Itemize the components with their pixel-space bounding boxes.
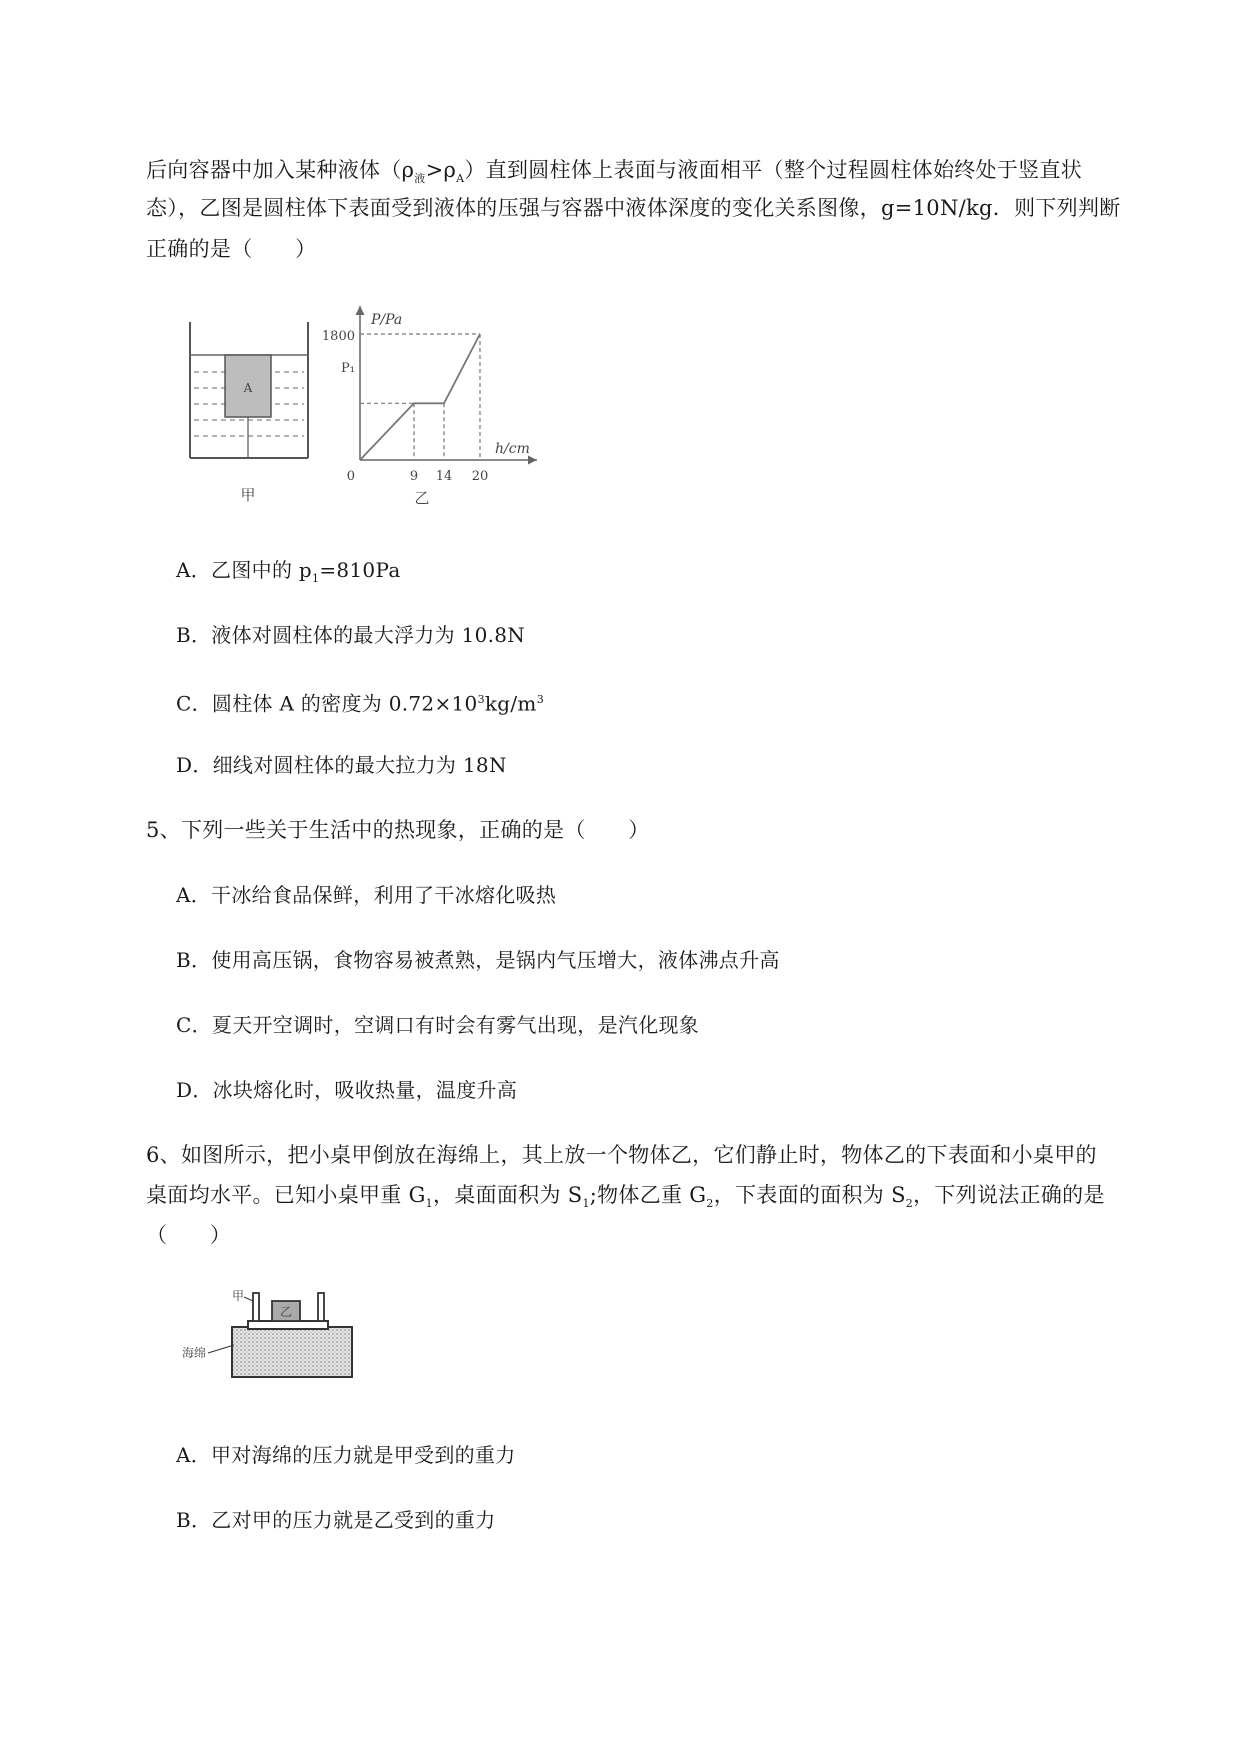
- sponge: [232, 1327, 352, 1377]
- q4-option-d[interactable]: D．细线对圆柱体的最大拉力为 18N: [176, 753, 507, 777]
- x-axis-label: h/cm: [495, 441, 530, 457]
- q4-option-b[interactable]: B．液体对圆柱体的最大浮力为 10.8N: [176, 623, 526, 647]
- object-yi-label: 乙: [279, 1305, 293, 1319]
- cylinder-a-label: A: [243, 381, 253, 395]
- pressure-depth-graph: [315, 300, 545, 515]
- q5-option-d[interactable]: D．冰块熔化时，吸收热量，温度升高: [176, 1078, 518, 1102]
- y-axis-label: P/Pa: [371, 312, 403, 328]
- figure-yi-caption: 乙: [414, 489, 430, 507]
- q6-option-a[interactable]: A．甲对海绵的压力就是甲受到的重力: [176, 1443, 516, 1467]
- pressure-series-line: [360, 334, 480, 460]
- q6-stem-line-3: （ ）: [146, 1223, 232, 1247]
- q5-stem: 5、下列一些关于生活中的热现象，正确的是（ ）: [146, 818, 650, 842]
- y-tick-p1: P₁: [341, 361, 355, 376]
- container-figure: [180, 310, 320, 510]
- figure-jia-caption: 甲: [240, 486, 256, 504]
- x-tick-9: 9: [409, 469, 419, 484]
- q6-stem-line-1: 6、如图所示，把小桌甲倒放在海绵上，其上放一个物体乙，它们静止时，物体乙的下表面和小桌甲的: [146, 1143, 1097, 1167]
- q6-option-b[interactable]: B．乙对甲的压力就是乙受到的重力: [176, 1508, 496, 1532]
- table-jia: [248, 1321, 328, 1329]
- x-tick-20: 20: [471, 469, 489, 484]
- table-sponge-figure: [180, 1285, 360, 1390]
- q4-stem-line-1: 后向容器中加入某种液体$(\rho_液>\rho_A)$直到圆柱体上表面与液面相平（整个过程圆柱体始终处于竖直状: [146, 158, 1083, 186]
- q4-stem-line-2: 态），乙图是圆柱体下表面受到液体的压强与容器中液体深度的变化关系图像，g=10N/kg．则下列判断: [146, 196, 1121, 220]
- table-jia-label: 甲: [232, 1289, 245, 1303]
- q4-stem-line-3: 正确的是（ ）: [146, 237, 317, 261]
- sponge-label: 海绵: [182, 1346, 207, 1360]
- q4-option-c[interactable]: C．圆柱体 A 的密度为 $0.72\times 10^3kg/m^3$: [176, 691, 545, 716]
- q5-option-b[interactable]: B．使用高压锅，食物容易被煮熟，是锅内气压增大，液体沸点升高: [176, 948, 780, 972]
- origin-label: 0: [346, 469, 355, 484]
- q6-stem-line-2: 桌面均水平。已知小桌甲重 $G_1$，桌面面积为 $S_1$;物体乙重 $G_2$，下表面的面积为 $S_2$，下列说法正确的是: [146, 1183, 1105, 1211]
- q4-option-a[interactable]: A．乙图中的 $p_1=810Pa$: [176, 558, 401, 585]
- q5-option-a[interactable]: A．干冰给食品保鲜，利用了干冰熔化吸热: [176, 883, 557, 907]
- x-tick-14: 14: [435, 469, 453, 484]
- y-tick-1800: 1800: [321, 329, 355, 344]
- q5-option-c[interactable]: C．夏天开空调时，空调口有时会有雾气出现，是汽化现象: [176, 1013, 700, 1037]
